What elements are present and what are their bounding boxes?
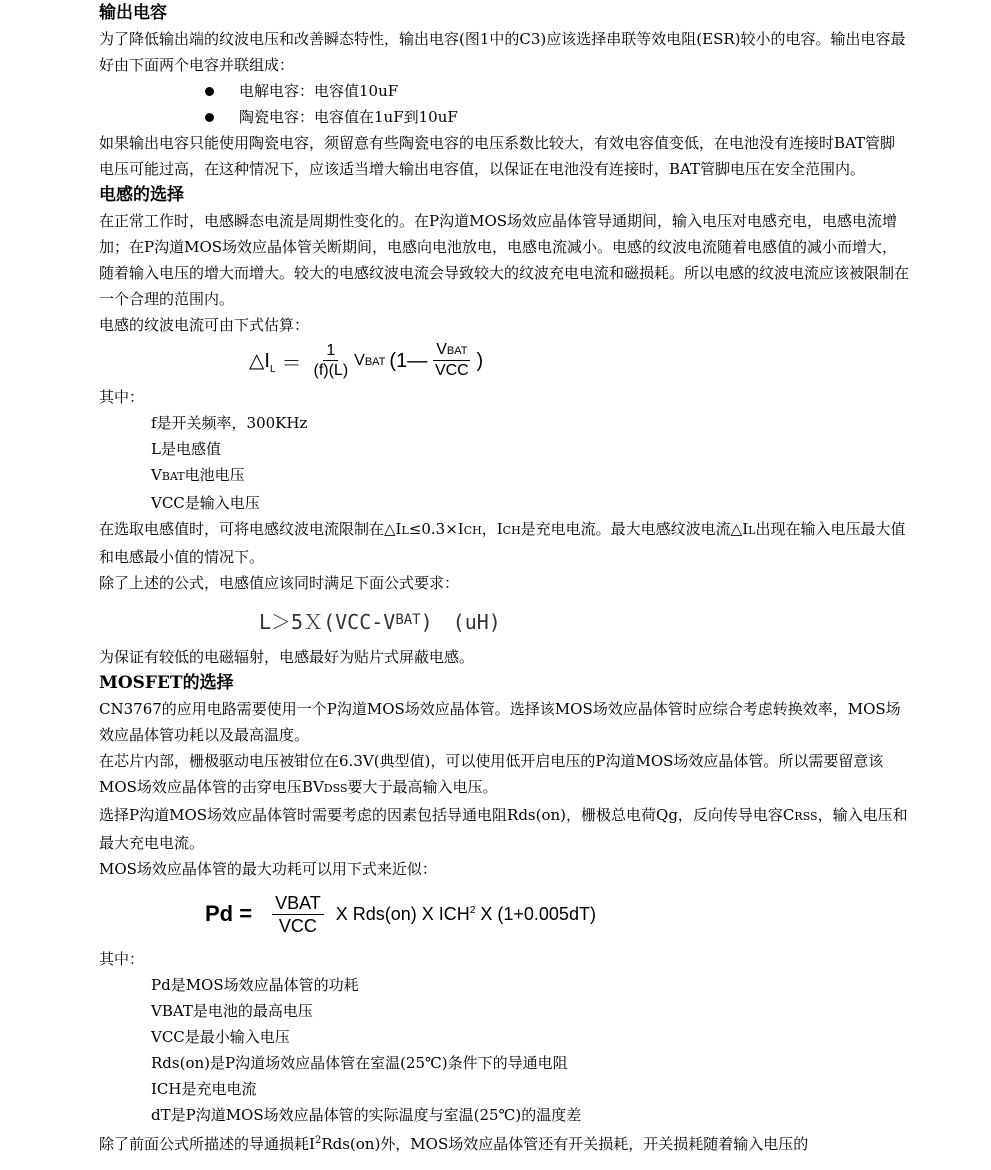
- where-label: 其中：: [99, 388, 145, 406]
- formula-fraction: $\frac{\text{VBAT}}{\text{VCC}}$: [434, 341, 469, 379]
- formula-vbat: VBAT: [354, 352, 386, 369]
- inductor-requirement-formula: L＞5Ｘ(VCC-V BAT ) (uH): [259, 609, 501, 634]
- paragraph: 为了降低输出端的纹波电压和改善瞬态特性，输出电容(图1中的C3)应该选择串联等效电阻(ESR)较小的电容。输出电容最好由下面两个电容并联组成：: [99, 30, 906, 74]
- formula-paren-open: (1—: [389, 349, 428, 372]
- formula-fraction: $\frac{\text{VBAT}}{\text{VCC}}$: [272, 892, 324, 937]
- paragraph: 除了上述的公式，电感值应该同时满足下面公式要求：: [99, 574, 460, 592]
- definition-item: f是开关频率，300KHz: [151, 414, 308, 432]
- bullet-item: 陶瓷电容：电容值在1uF到10uF: [99, 104, 909, 130]
- paragraph: MOS场效应晶体管的最大功耗可以用下式来近似：: [99, 860, 437, 878]
- paragraph: 在芯片内部，栅极驱动电压被钳位在6.3V(典型值)，可以使用低开启电压的P沟道MOS场效应晶体管。所以需要留意该MOS场效应晶体管的击穿电压BVDSS要大于最高输入电压。: [99, 752, 884, 796]
- bullet-dot-icon: [205, 87, 214, 96]
- where-label: 其中：: [99, 950, 145, 968]
- paragraph: 选择P沟道MOS场效应晶体管时需要考虑的因素包括导通电阻Rds(on)，栅极总电荷Qg，反向传导电容CRSS，输入电压和最大充电电流。: [99, 806, 908, 852]
- paragraph: 电感的纹波电流可由下式估算：: [99, 316, 310, 334]
- definition-item: ICH是充电电流: [151, 1080, 257, 1098]
- paragraph: 为保证有较低的电磁辐射，电感最好为贴片式屏蔽电感。: [99, 648, 475, 666]
- paragraph: 在正常工作时，电感瞬态电流是周期性变化的。在P沟道MOS场效应晶体管导通期间，输入电压对电感充电，电感电流增加；在P沟道MOS场效应晶体管关断期间，电感向电池放电，电感电流减小。电感的纹波电流随着电感值的减小而增大，随着输入电压的增大而增大。较大的电感纹波电流会导致较大的纹波充电电流和磁损耗。所以电感的纹波电流应该被限制在一个合理的范围内。: [99, 212, 910, 308]
- definition-item: Rds(on)是P沟道场效应晶体管在室温(25℃)条件下的导通电阻: [151, 1054, 568, 1072]
- formula-lhs: $\triangle I_L$: [249, 349, 276, 375]
- definition-item: VBAT电池电压: [151, 466, 245, 484]
- paragraph: CN3767的应用电路需要使用一个P沟道MOS场效应晶体管。选择该MOS场效应晶体管时应综合考虑转换效率，MOS场效应晶体管功耗以及最高温度。: [99, 700, 901, 744]
- formula-fraction: $\frac{1}{(f)(L)}$: [313, 341, 349, 379]
- bullet-item: 电解电容：电容值10uF: [99, 78, 909, 104]
- formula-paren-close: ): [476, 349, 484, 372]
- paragraph: 如果输出电容只能使用陶瓷电容，须留意有些陶瓷电容的电压系数比较大，有效电容值变低，在电池没有连接时BAT管脚电压可能过高，在这种情况下，应该适当增大输出电容值，以保证在电池没有连接时，BAT管脚电压在安全范围内。: [99, 134, 896, 178]
- paragraph: 除了前面公式所描述的导通损耗$I^2Rds(on)$外，MOS场效应晶体管还有开关损耗，开关损耗随着输入电压的: [99, 1135, 809, 1153]
- definition-item: L是电感值: [151, 440, 221, 458]
- bullet-dot-icon: [205, 113, 214, 122]
- power-dissipation-formula: [99, 882, 909, 946]
- definition-item: VCC是输入电压: [151, 494, 260, 512]
- document-page: [99, 0, 909, 1157]
- definition-item: VBAT是电池的最高电压: [151, 1002, 313, 1020]
- definition-item: VCC是最小输入电压: [151, 1028, 290, 1046]
- section-title-output-capacitor: 输出电容: [99, 3, 167, 23]
- definition-item: Pd是MOS场效应晶体管的功耗: [151, 976, 359, 994]
- formula-equals: ＝: [281, 352, 302, 375]
- formula-rest: X Rds(on) X ICH$^2$ X (1+0.005dT): [335, 903, 596, 924]
- paragraph: 在选取电感值时，可将电感纹波电流限制在△IL≤0.3×ICH，ICH是充电电流。最大电感纹波电流△IL出现在输入电压最大值和电感最小值的情况下。: [99, 520, 906, 566]
- section-title-mosfet: MOSFET的选择: [99, 673, 234, 693]
- definition-item: dT是P沟道MOS场效应晶体管的实际温度与室温(25℃)的温度差: [151, 1106, 582, 1124]
- ripple-current-formula: [99, 338, 909, 384]
- section-title-inductor: 电感的选择: [99, 185, 184, 205]
- formula-lhs: Pd =: [205, 901, 253, 926]
